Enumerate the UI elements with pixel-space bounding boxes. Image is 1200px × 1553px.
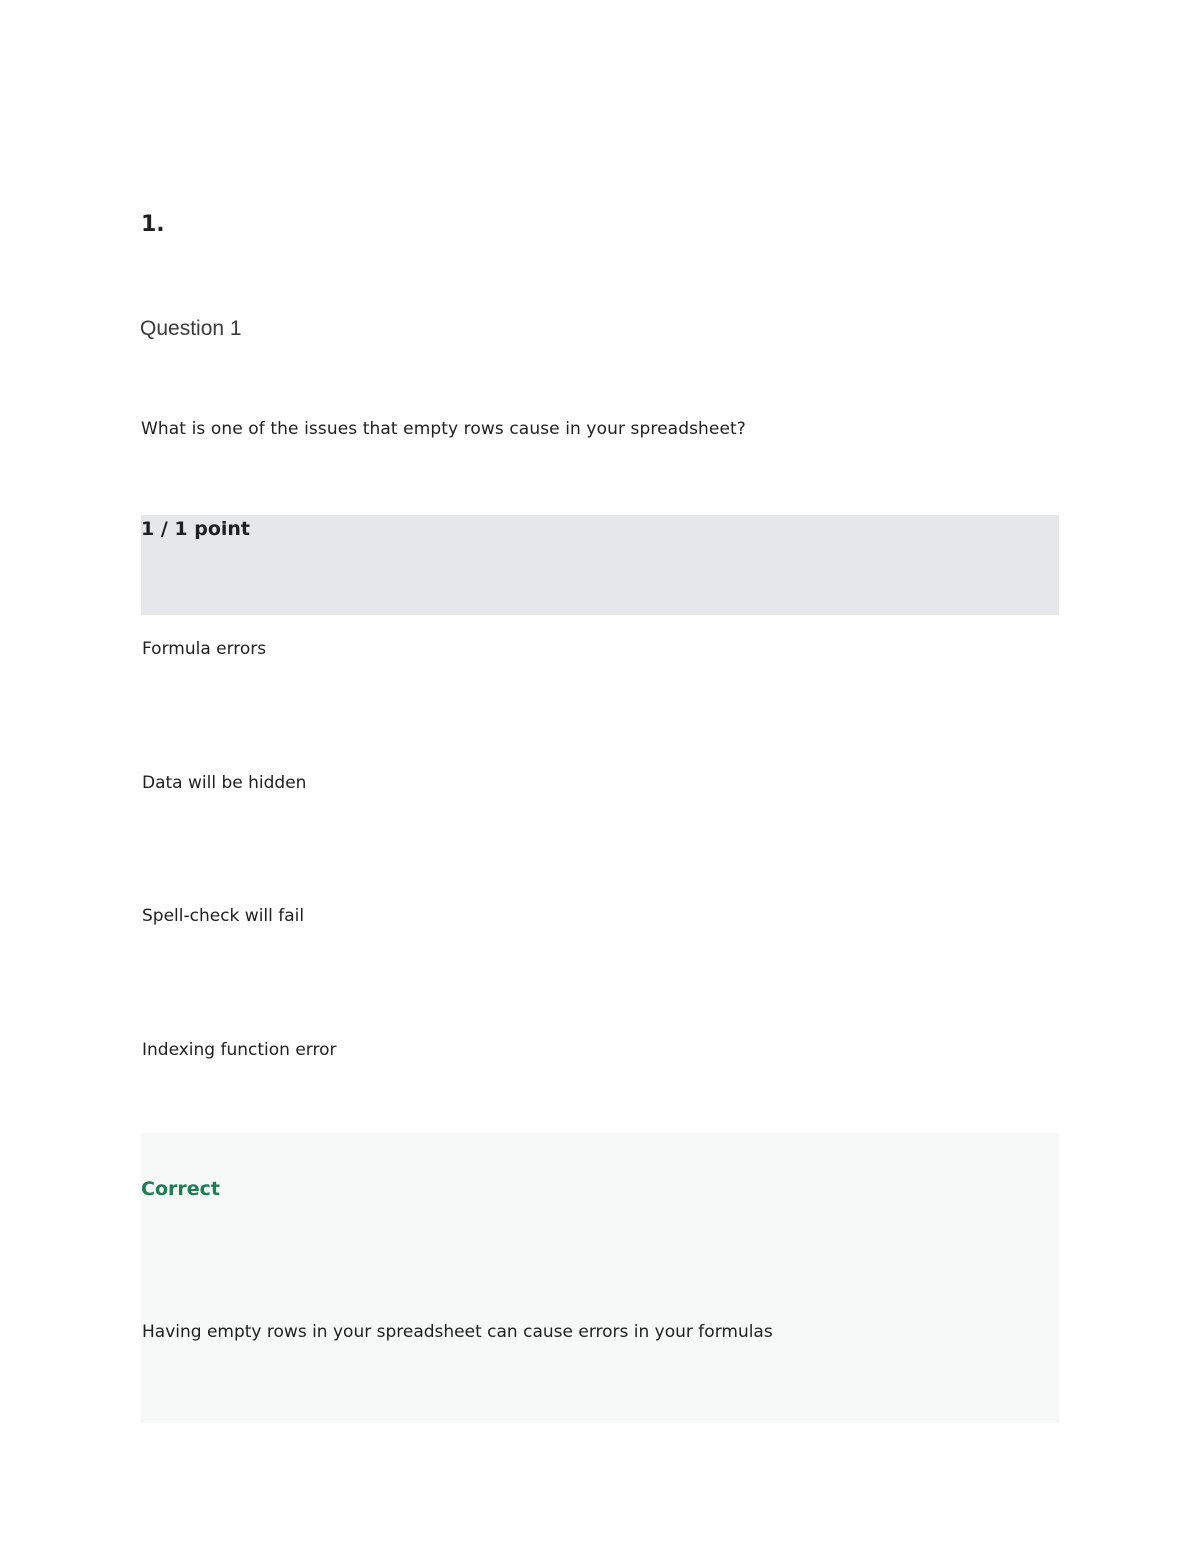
feedback-status: Correct <box>141 1178 220 1200</box>
feedback-panel <box>141 1133 1059 1423</box>
question-prompt: What is one of the issues that empty rows cause in your spreadsheet? <box>141 419 746 439</box>
option-formula-errors[interactable]: Formula errors <box>142 639 267 659</box>
points-score: 1 / 1 point <box>141 518 250 540</box>
question-number: 1. <box>141 212 165 237</box>
feedback-explanation: Having empty rows in your spreadsheet can cause errors in your formulas <box>142 1322 773 1342</box>
option-spell-check[interactable]: Spell-check will fail <box>142 906 305 926</box>
question-label: Question 1 <box>140 317 242 340</box>
points-band <box>141 515 1059 615</box>
option-indexing-error[interactable]: Indexing function error <box>142 1040 337 1060</box>
option-data-hidden[interactable]: Data will be hidden <box>142 773 307 793</box>
